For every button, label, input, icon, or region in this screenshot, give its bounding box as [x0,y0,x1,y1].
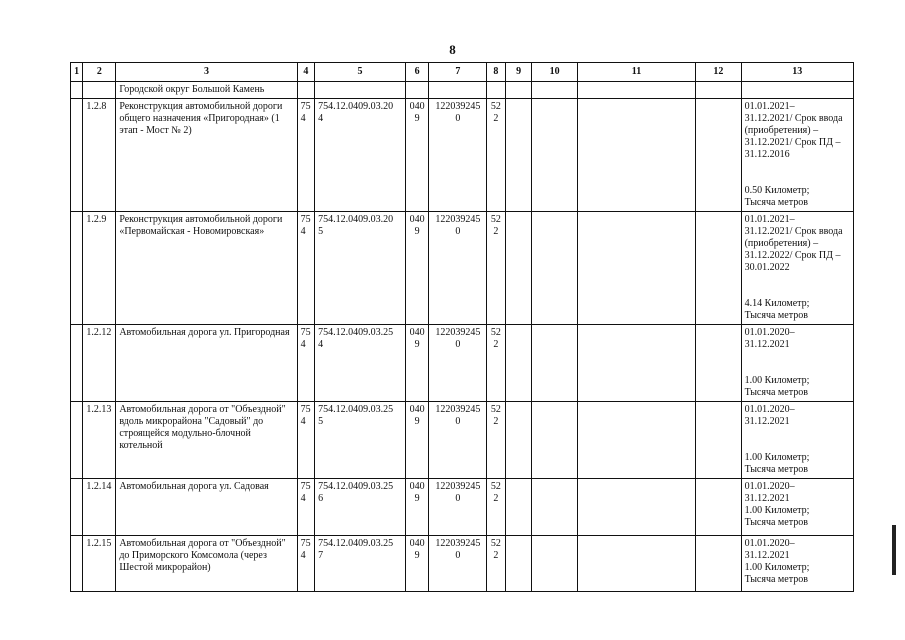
capacity-measure: 1.00 Километр; Тысяча метров [744,562,810,585]
item-number: 1.2.8 [83,99,116,212]
code-col-4: 754 [297,402,315,479]
table-row [71,479,854,536]
item-number: 1.2.12 [83,325,116,402]
code-col-4: 754 [297,479,315,536]
code-col-8: 52 2 [487,402,506,479]
table-row [71,99,854,212]
item-name: Автомобильная дорога ул. Пригородная [116,325,297,402]
table-row [71,212,854,325]
header-cell: 8 [487,63,506,82]
code-col-6: 040 9 [405,402,429,479]
header-cell: 7 [429,63,487,82]
group-row [71,82,854,99]
code-col-8: 52 2 [487,536,506,592]
code-col-5: 754.12.0409.03.25 5 [315,402,406,479]
code-col-5: 754.12.0409.03.20 4 [315,99,406,212]
item-name: Реконструкция автомобильной дороги общего назначения «Пригородная» (1 этап - Мост № 2) [116,99,297,212]
code-col-6: 040 9 [405,212,429,325]
col-13 [741,212,853,325]
col-13 [741,536,853,592]
table-row [71,536,854,592]
code-col-8: 52 2 [487,479,506,536]
capacity-measure: 1.00 Километр; Тысяча метров [744,452,810,475]
capacity-measure: 1.00 Километр; Тысяча метров [744,375,810,398]
header-cell: 6 [405,63,429,82]
item-name: Автомобильная дорога от "Объездной" до Приморского Комсомола (через Шестой микрорайон) [116,536,297,592]
code-col-4: 754 [297,536,315,592]
code-col-7: 122039245 0 [429,402,487,479]
code-col-7: 122039245 0 [429,479,487,536]
header-cell: 12 [696,63,741,82]
code-col-5: 754.12.0409.03.25 7 [315,536,406,592]
header-cell: 13 [741,63,853,82]
capacity-measure: 0.50 Километр; Тысяча метров [744,185,810,208]
implementation-period: 01.01.2020– 31.12.2021 [744,481,795,504]
item-number: 1.2.14 [83,479,116,536]
col-13 [741,99,853,212]
code-col-6: 040 9 [405,99,429,212]
code-col-7: 122039245 0 [429,212,487,325]
code-col-8: 52 2 [487,99,506,212]
code-col-5: 754.12.0409.03.25 6 [315,479,406,536]
implementation-period: 01.01.2021– 31.12.2021/ Срок ввода (приобретения) – 31.12.2022/ Срок ПД – 30.01.2022 [744,214,843,273]
code-col-6: 040 9 [405,479,429,536]
code-col-4: 754 [297,212,315,325]
group-title: Городской округ Большой Камень [116,82,297,99]
header-cell: 11 [577,63,695,82]
header-row [71,63,854,82]
header-cell: 9 [505,63,532,82]
code-col-5: 754.12.0409.03.20 5 [315,212,406,325]
header-cell: 4 [297,63,315,82]
implementation-period: 01.01.2020– 31.12.2021 [744,538,795,561]
code-col-4: 754 [297,99,315,212]
capacity-measure: 4.14 Километр; Тысяча метров [744,298,810,321]
page-number: 8 [449,42,456,57]
col-13 [741,325,853,402]
header-cell: 1 [71,63,83,82]
header-cell: 5 [315,63,406,82]
scan-edge-mark [892,525,896,575]
implementation-period: 01.01.2020– 31.12.2021 [744,404,795,427]
code-col-6: 040 9 [405,536,429,592]
item-name: Реконструкция автомобильной дороги «Первомайская - Новомировская» [116,212,297,325]
code-col-7: 122039245 0 [429,536,487,592]
item-number: 1.2.13 [83,402,116,479]
implementation-period: 01.01.2021– 31.12.2021/ Срок ввода (приобретения) – 31.12.2021/ Срок ПД – 31.12.2016 [744,101,843,160]
code-col-8: 52 2 [487,212,506,325]
code-col-6: 040 9 [405,325,429,402]
code-col-8: 52 2 [487,325,506,402]
item-name: Автомобильная дорога ул. Садовая [116,479,297,536]
table-row [71,325,854,402]
table-row [71,402,854,479]
code-col-7: 122039245 0 [429,99,487,212]
code-col-5: 754.12.0409.03.25 4 [315,325,406,402]
item-number: 1.2.9 [83,212,116,325]
header-cell: 10 [532,63,577,82]
implementation-period: 01.01.2020– 31.12.2021 [744,327,795,350]
code-col-7: 122039245 0 [429,325,487,402]
col-13 [741,402,853,479]
col-13 [741,479,853,536]
capacity-measure: 1.00 Километр; Тысяча метров [744,505,810,528]
code-col-4: 754 [297,325,315,402]
item-number: 1.2.15 [83,536,116,592]
header-cell: 3 [116,63,297,82]
program-table [70,62,854,592]
header-cell: 2 [83,63,116,82]
item-name: Автомобильная дорога от "Объездной" вдоль микрорайона "Садовый" до строящейся модульно-блочной котельной [116,402,297,479]
